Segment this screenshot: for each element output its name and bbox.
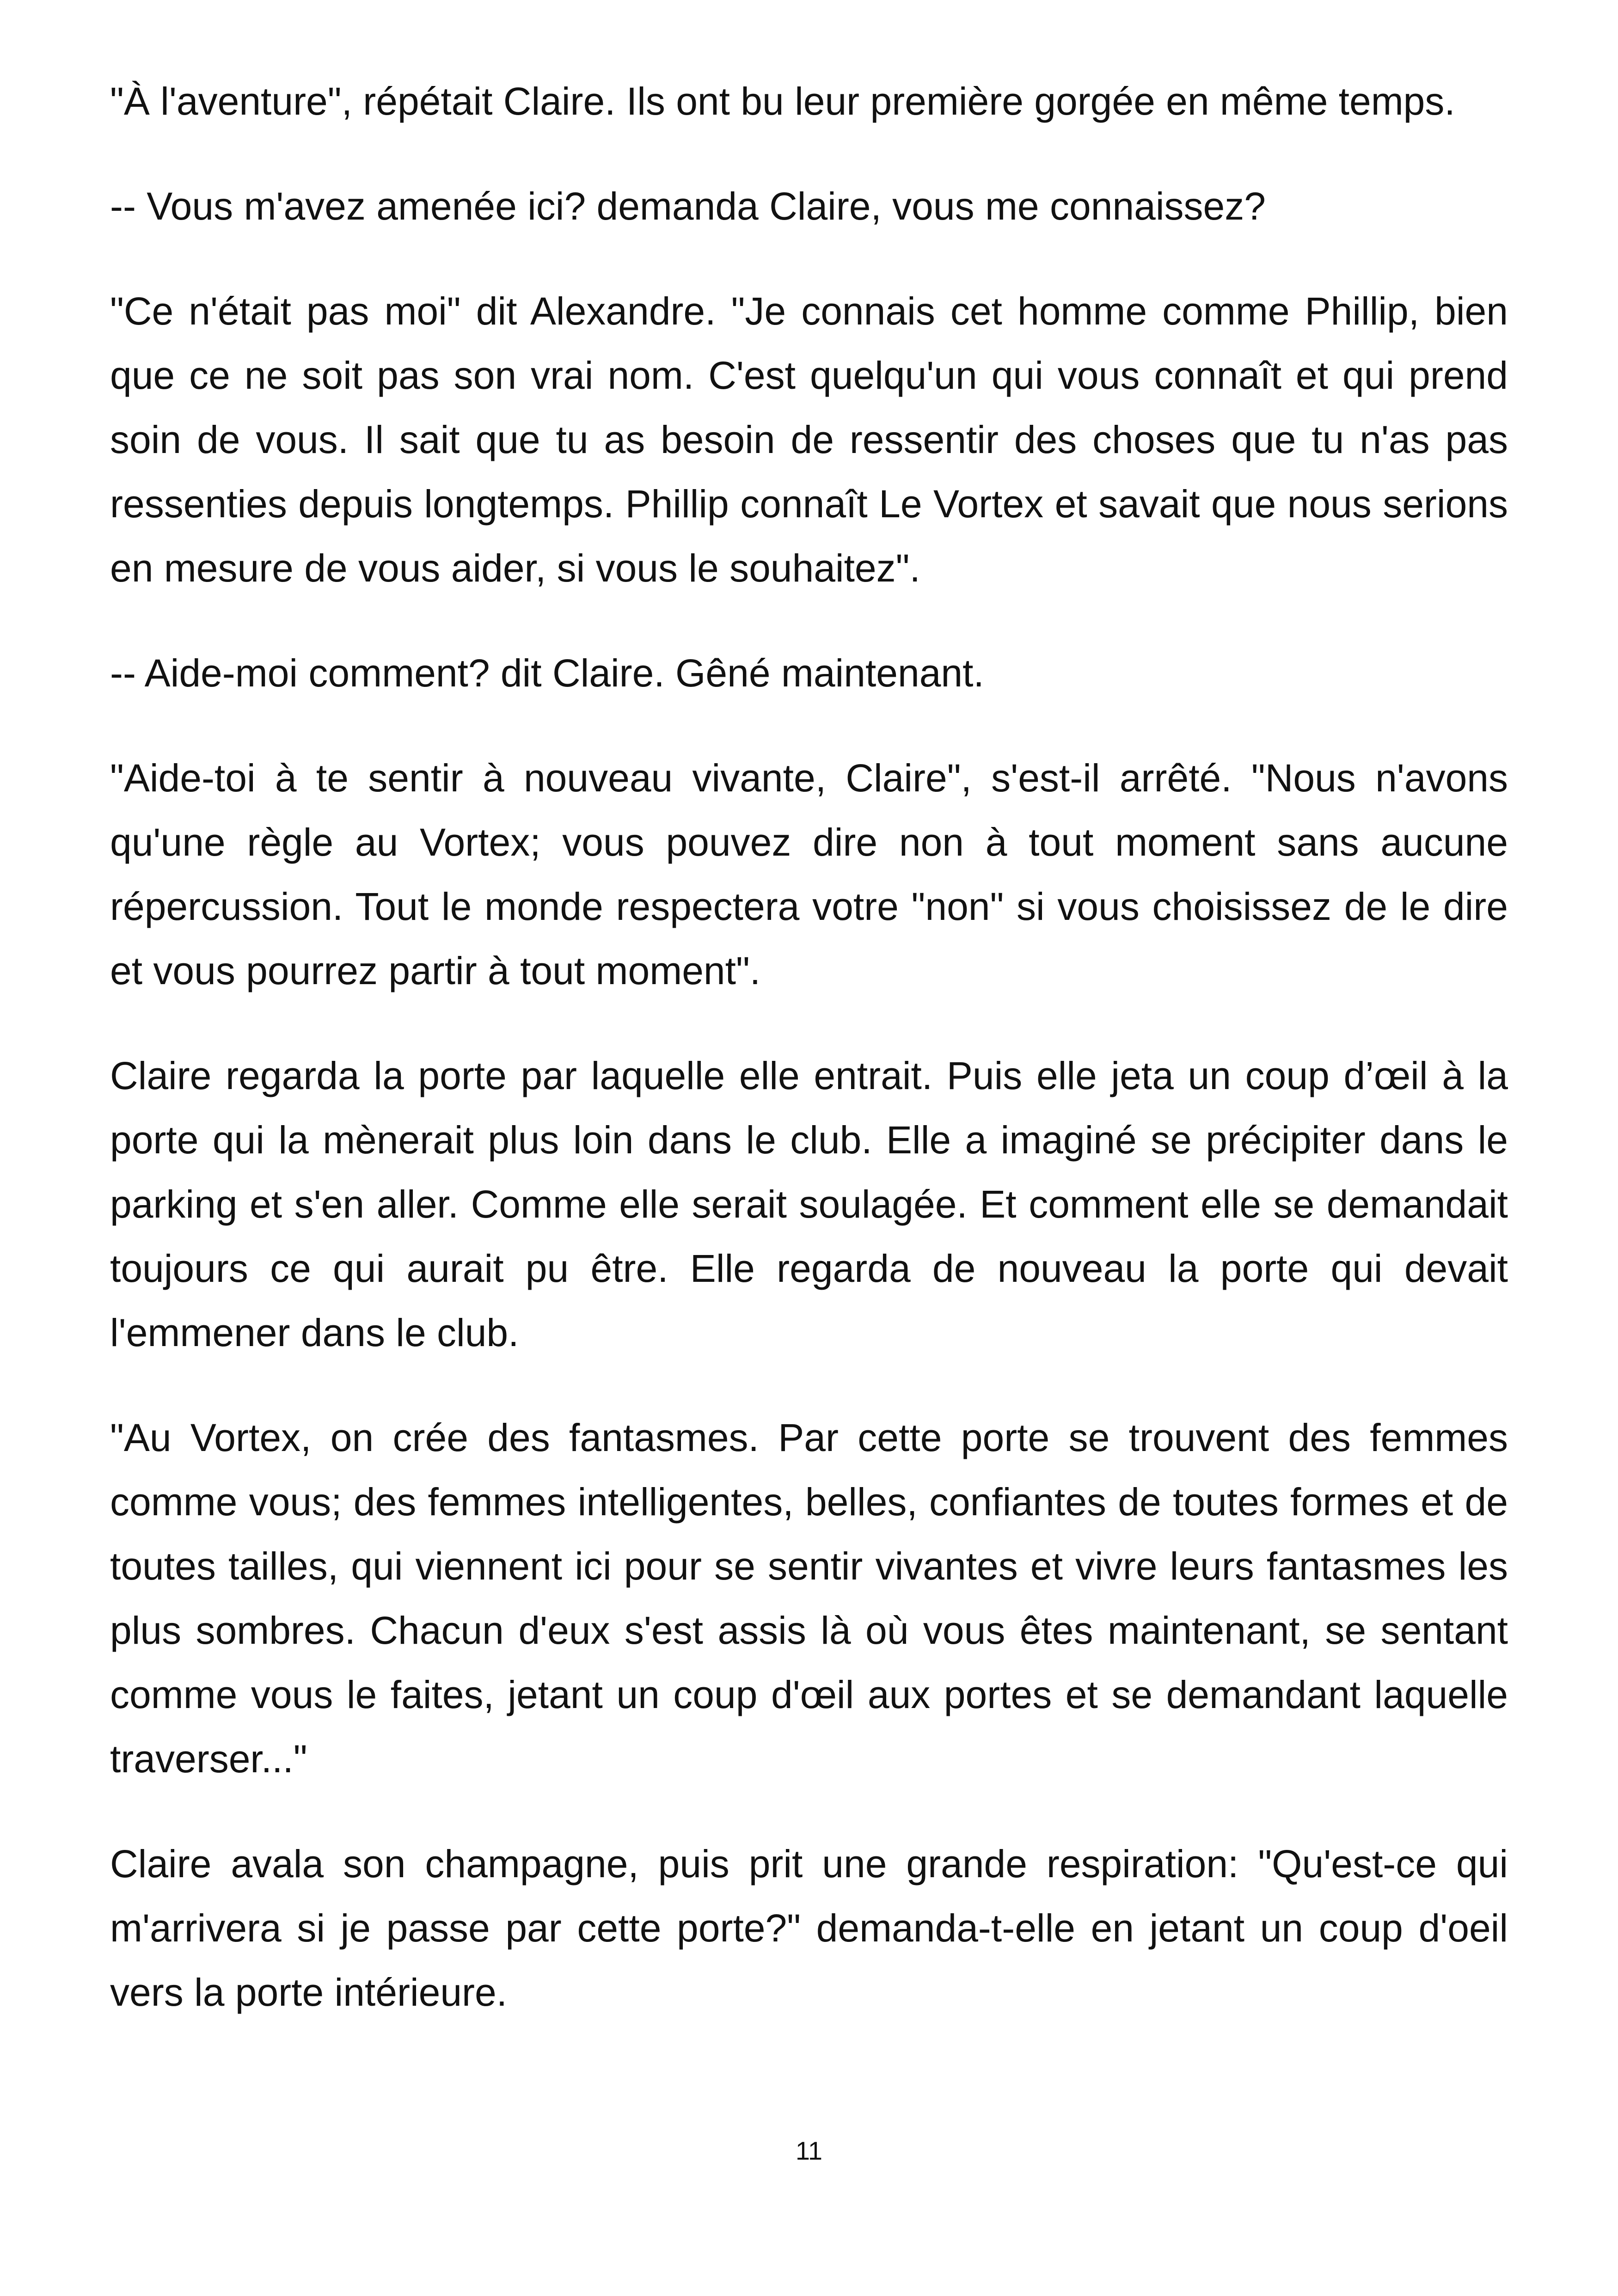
page-number: 11 xyxy=(795,2136,823,2165)
paragraph-7: "Au Vortex, on crée des fantasmes. Par cette porte se trouvent des femmes comme vous; des femmes intelligentes, belles, confiantes de toutes formes et de toutes tailles, qui viennent ici pour se sentir vivantes et vivre leurs fantasmes les plus sombres. Chacun d'eux s'est assis là où vous êtes maintenant, se sentant comme vous le faites, jetant un coup d'œil aux portes et se demandant laquelle traverser..." xyxy=(110,1416,1508,1781)
paragraph-4: -- Aide-moi comment? dit Claire. Gêné maintenant. xyxy=(110,651,984,695)
paragraph-2: -- Vous m'avez amenée ici? demanda Claire, vous me connaissez? xyxy=(110,184,1266,228)
paragraph-1: "À l'aventure", répétait Claire. Ils ont bu leur première gorgée en même temps. xyxy=(110,80,1455,123)
body-text xyxy=(110,69,1508,2065)
paragraph-3: "Ce n'était pas moi" dit Alexandre. "Je connais cet homme comme Phillip, bien que ce ne soit pas son vrai nom. C'est quelqu'un qui vous connaît et qui prend soin de vous. Il sait que tu as besoin de ressentir des choses que tu n'as pas ressenties depuis longtemps. Phillip connaît Le Vortex et savait que nous serions en mesure de vous aider, si vous le souhaitez". xyxy=(110,289,1508,590)
paragraph-5: "Aide-toi à te sentir à nouveau vivante, Claire", s'est-il arrêté. "Nous n'avons qu'une règle au Vortex; vous pouvez dire non à tout moment sans aucune répercussion. Tout le monde respectera votre "non" si vous choisissez de le dire et vous pourrez partir à tout moment". xyxy=(110,756,1508,992)
paragraph-8: Claire avala son champagne, puis prit une grande respiration: "Qu'est-ce qui m'arrivera si je passe par cette porte?" demanda-t-elle en jetant un coup d'oeil vers la porte intérieure. xyxy=(110,1842,1508,2014)
paragraph-6: Claire regarda la porte par laquelle elle entrait. Puis elle jeta un coup d’œil à la porte qui la mènerait plus loin dans le club. Elle a imaginé se précipiter dans le parking et s'en aller. Comme elle serait soulagée. Et comment elle se demandait toujours ce qui aurait pu être. Elle regarda de nouveau la porte qui devait l'emmener dans le club. xyxy=(110,1054,1508,1354)
